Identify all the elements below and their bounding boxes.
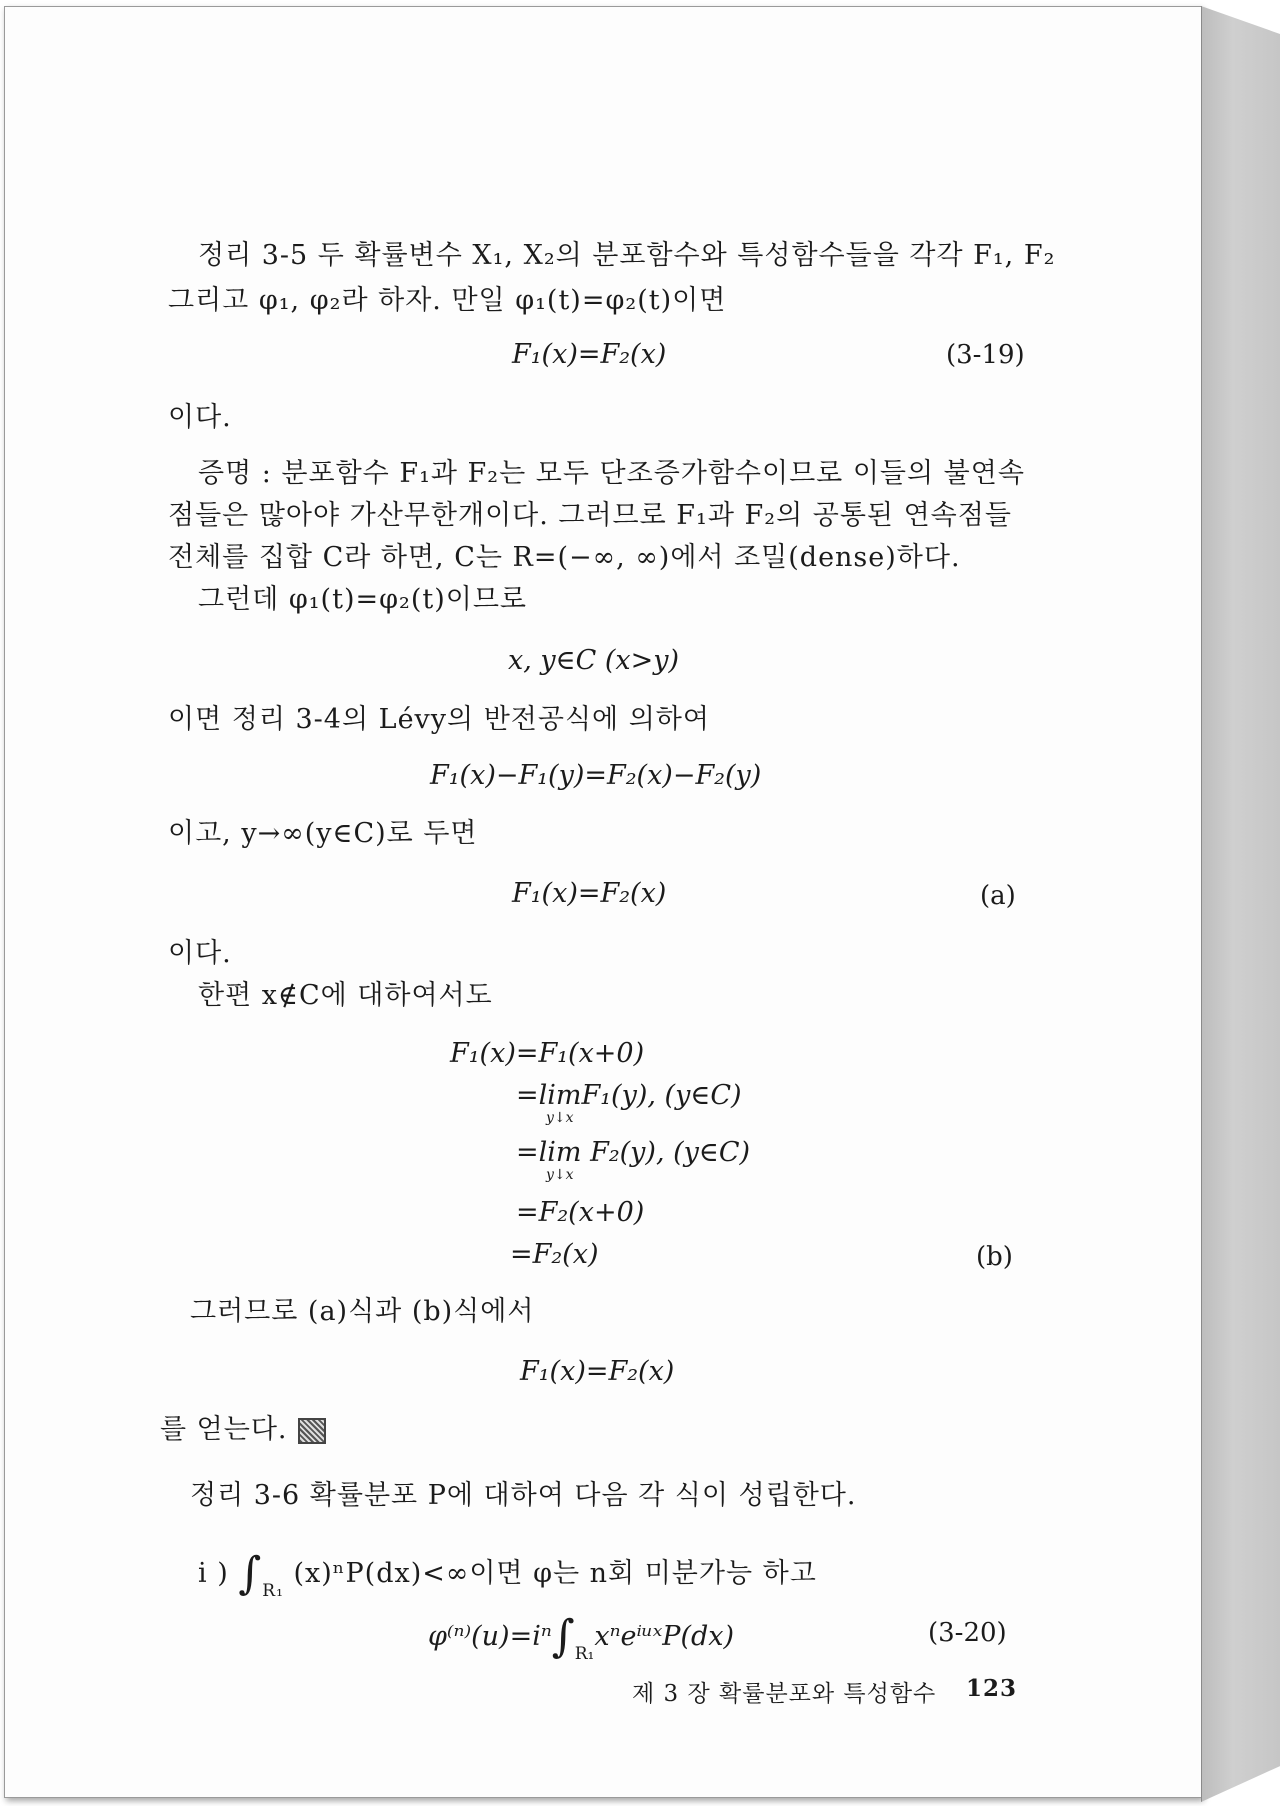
equation-3-20 (428, 1611, 735, 1664)
integral-symbol-2: ∫ (551, 1611, 575, 1662)
limit-subscript-1: y↓x (546, 1110, 574, 1126)
equation-a-label: (a) (980, 881, 1016, 911)
proof-line3: 전체를 집합 C라 하면, C는 R=(−∞, ∞)에서 조밀(dense)하다. (168, 542, 961, 573)
equation-final: F₁(x)=F₂(x) (520, 1356, 675, 1387)
item-i (198, 1548, 817, 1601)
theorem-3-5-line2: 그리고 φ₁, φ₂라 하자. 만일 φ₁(t)=φ₂(t)이면 (168, 285, 727, 316)
equation-a: F₁(x)=F₂(x) (512, 878, 667, 909)
proof-line6: 이고, y→∞(y∈C)로 두면 (168, 818, 478, 849)
condition-xy: x, y∈C (x>y) (508, 645, 680, 676)
qed-square-icon (298, 1418, 326, 1444)
page-number: 123 (966, 1675, 1018, 1702)
page-edge (1201, 6, 1280, 1802)
item-i-label: i ) (198, 1558, 229, 1589)
integral-symbol: ∫ (238, 1548, 263, 1599)
equation-3-20-rhs: xⁿeⁱᵘˣP(dx) (594, 1621, 735, 1652)
proof-conclusion (160, 1414, 326, 1446)
proof-line10: 를 얻는다. (160, 1414, 288, 1445)
chain-step-1: F₁(x)=F₁(x+0) (450, 1038, 645, 1069)
limit-subscript-2: y↓x (546, 1167, 574, 1183)
equation-3-20-number: (3-20) (928, 1618, 1007, 1648)
item-i-text: (x)ⁿP(dx)<∞이면 φ는 n회 미분가능 하고 (293, 1558, 817, 1589)
proof-line9: 그러므로 (a)식과 (b)식에서 (190, 1296, 535, 1327)
proof-line5: 이면 정리 3-4의 Lévy의 반전공식에 의하여 (168, 704, 710, 735)
equation-3-19: F₁(x)=F₂(x) (512, 339, 667, 370)
chain-step-5: =F₂(x) (510, 1239, 599, 1270)
theorem-3-5-line1: 정리 3-5 두 확률변수 X₁, X₂의 분포함수와 특성함수들을 각각 F₁, F₂ (198, 240, 1056, 271)
integral-domain-2: R₁ (574, 1644, 595, 1664)
theorem-3-6-line1: 정리 3-6 확률분포 P에 대하여 다음 각 식이 성립한다. (190, 1480, 857, 1511)
integral-domain: R₁ (262, 1581, 284, 1601)
proof-line1: 증명 : 분포함수 F₁과 F₂는 모두 단조증가함수이므로 이들의 불연속 (198, 458, 1025, 489)
proof-line4: 그런데 φ₁(t)=φ₂(t)이므로 (198, 584, 527, 615)
theorem-3-5-end: 이다. (168, 402, 232, 433)
equation-number: (3-19) (946, 340, 1025, 370)
proof-line7: 이다. (168, 938, 232, 969)
proof-line8: 한편 x∉C에 대하여서도 (198, 980, 493, 1011)
proof-line2: 점들은 많아야 가산무한개이다. 그러므로 F₁과 F₂의 공통된 연속점들 (168, 500, 1012, 531)
chain-step-4: =F₂(x+0) (516, 1197, 645, 1228)
levy-equation: F₁(x)−F₁(y)=F₂(x)−F₂(y) (430, 760, 762, 791)
equation-3-20-lhs: φ⁽ⁿ⁾(u)=iⁿ (428, 1621, 552, 1652)
running-footer: 제 3 장 확률분포와 특성함수 (632, 1681, 937, 1707)
chain-step-3: =lim F₂(y), (y∈C) (516, 1137, 751, 1168)
equation-b-label: (b) (976, 1242, 1013, 1272)
chain-step-2: =limF₁(y), (y∈C) (516, 1080, 742, 1111)
